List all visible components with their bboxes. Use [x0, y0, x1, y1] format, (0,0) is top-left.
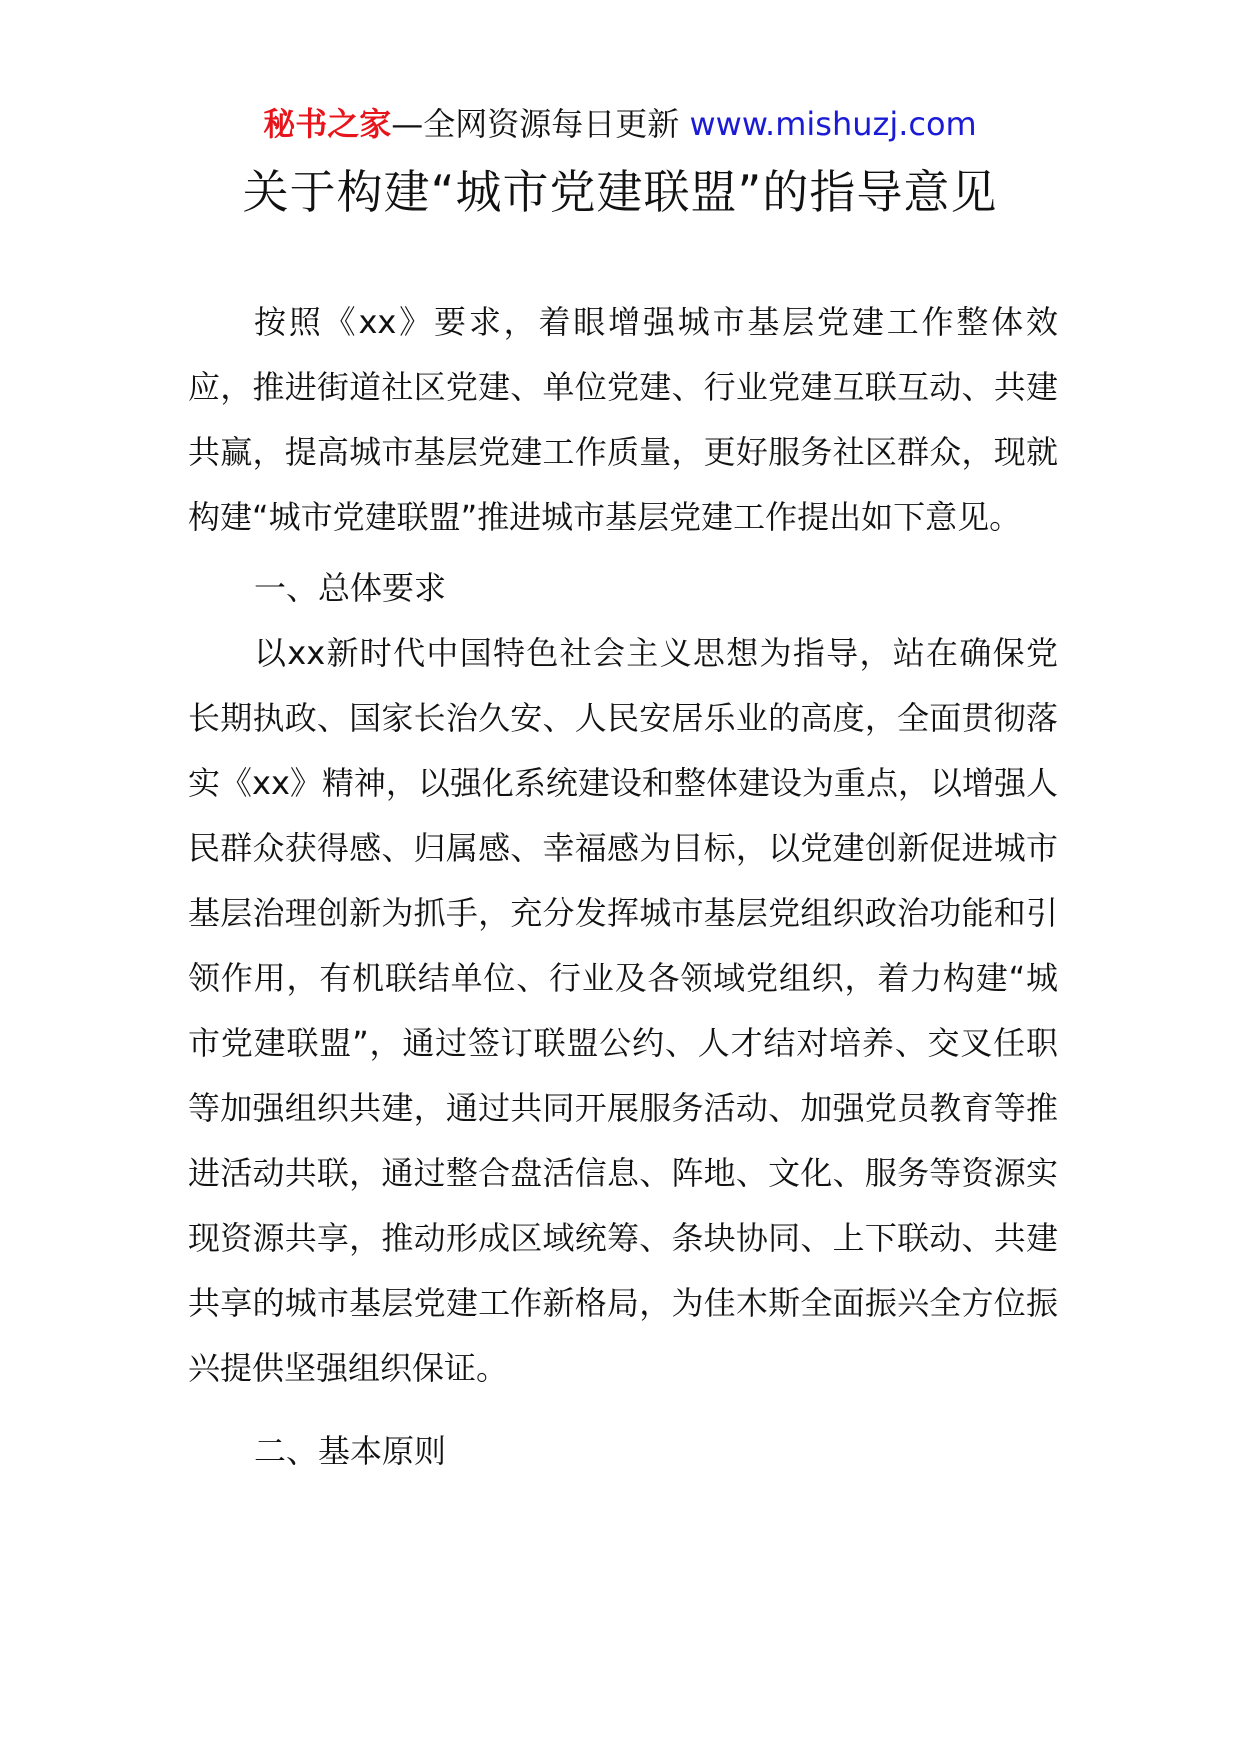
section-heading-general-requirements: 一、总体要求: [254, 569, 447, 607]
intro-paragraph: 按照《xx》要求，着眼增强城市基层党建工作整体效应，推进街道社区党建、单位党建、行业党建互联互动、共建共赢，提高城市基层党建工作质量，更好服务社区群众，现就构建“城市党建联盟”推进城市基层党建工作提出如下意见。: [188, 303, 1058, 536]
document-body: [188, 290, 1058, 1484]
section-paragraph-general-requirements: 以xx新时代中国特色社会主义思想为指导，站在确保党长期执政、国家长治久安、人民安居乐业的高度，全面贯彻落实《xx》精神，以强化系统建设和整体建设为重点，以增强人民群众获得感、归属感、幸福感为目标，以党建创新促进城市基层治理创新为抓手，充分发挥城市基层党组织政治功能和引领作用，有机联结单位、行业及各领域党组织，着力构建“城市党建联盟”，通过签订联盟公约、人才结对培养、交叉任职等加强组织共建，通过共同开展服务活动、加强党员教育等推进活动共联，通过整合盘活信息、阵地、文化、服务等资源实现资源共享，推动形成区域统筹、条块协同、上下联动、共建共享的城市基层党建工作新格局，为佳木斯全面振兴全方位振兴提供坚强组织保证。: [188, 634, 1058, 1387]
site-header: [0, 102, 1240, 146]
site-url-link[interactable]: www.mishuzj.com: [689, 105, 977, 143]
section-heading-basic-principles: 二、基本原则: [254, 1432, 447, 1470]
document-title: 关于构建“城市党建联盟”的指导意见: [242, 165, 998, 219]
brand-name: 秘书之家: [263, 105, 392, 143]
header-slogan: —全网资源每日更新: [391, 105, 690, 143]
